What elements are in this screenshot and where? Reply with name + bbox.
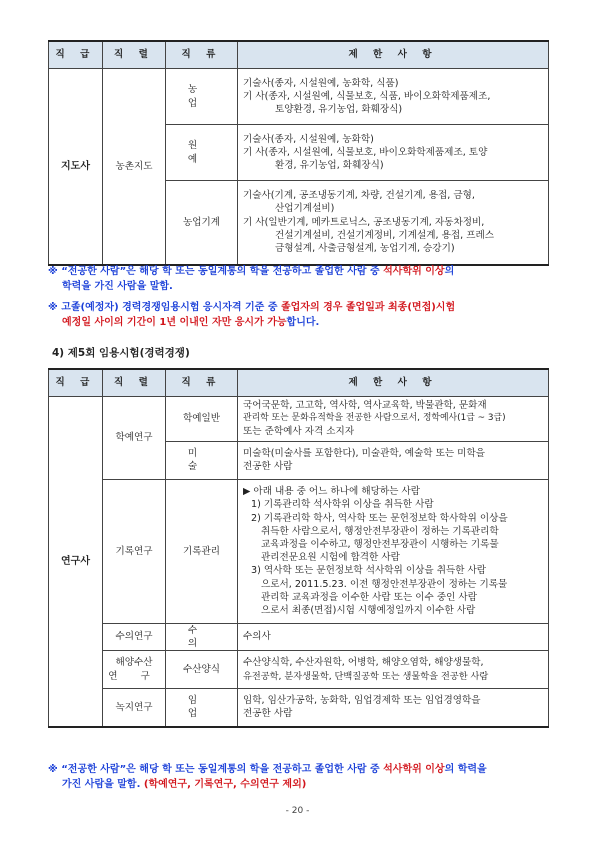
footnote-major-2 [48,762,553,792]
note-highlight: 석사학위 이상 [383,266,445,277]
note-highlight: 예정일 사이의 기간이 1년 이내인 자만 응시가 가능 [62,317,287,328]
restriction-line: 유전공학, 분자생물학, 단백질공학 또는 생물학을 전공한 사람 [243,670,489,682]
restriction-line: 으로서 최종(면접)시험 시행예정일까지 이수한 사람 [261,604,476,616]
header-series: 직 렬 [103,369,166,397]
restriction-line: 으로서, 2011.5.23. 이전 행정안전부장관이 정하는 기록물 [261,578,508,590]
table-row [49,623,549,650]
note-mark: ※ [48,302,58,313]
footnote-major-1 [48,264,553,294]
series-cell: 수의연구 [103,623,166,650]
note-text: 고졸(예정자) 경력경쟁임용시험 응시자격 기준 중 [61,302,281,313]
header-grade: 직 급 [49,41,103,69]
note-highlight: 졸업자의 경우 졸업일과 최종(면접)시험 [280,302,456,313]
series-cell: 기록연구 [103,479,166,623]
restriction-line: 토양환경, 유기농업, 화훼장식) [275,104,403,116]
type-cell: 학예일반 [166,397,238,442]
series-cell: 녹지연구 [103,689,166,727]
series-cell: 학예연구 [103,397,166,480]
restriction-cell [238,181,549,265]
table-header-row [49,369,549,397]
restriction-line: 임학, 임산가공학, 농화학, 임업경제학 또는 임업경영학을 [243,695,481,707]
restriction-line: 기술사(종자, 시설원예, 농화학) [243,133,374,145]
restriction-line: 수산양식학, 수산자원학, 어병학, 해양오염학, 해양생물학, [243,657,484,669]
restriction-line: 기술사(기계, 공조냉동기계, 차량, 건설기계, 용접, 금형, [243,190,475,202]
grade-cell: 연구사 [49,397,103,727]
footnote-eligibility [48,300,553,330]
restriction-cell [238,69,549,125]
restriction-cell [238,623,549,650]
restriction-table-2 [48,368,549,728]
header-series: 직 렬 [103,41,166,69]
restriction-line: 1) 기록관리학 석사학위 이상을 취득한 사람 [251,499,434,511]
type-cell: 원 예 [166,125,238,181]
page-number: - 20 - [285,806,310,816]
note-highlight: (학예연구, 기록연구, 수의연구 제외) [143,779,307,790]
restriction-line: 국어국문학, 고고학, 역사학, 역사교육학, 박물관학, 문화재 [243,400,487,411]
restriction-line: 미술학(미술사를 포함한다), 미술관학, 예술학 또는 미학을 [243,447,485,459]
restriction-line: 관리학 또는 문화유적학을 전공한 사람으로서, 정학예사(1급 ~ 3급) [243,413,506,424]
note-text: “전공한 사람”은 해당 학 또는 동일계통의 학을 전공하고 졸업한 사람 중 [61,764,384,775]
restriction-line: 건설기계설비, 건설기계정비, 기계설계, 용접, 프레스 [275,229,495,241]
table-row [49,69,549,125]
restriction-line: 수의사 [243,631,271,643]
restriction-line: 전공한 사람 [243,708,293,720]
note-text: 의 [444,266,455,277]
series-cell: 농촌지도 [103,69,166,265]
header-grade: 직 급 [49,369,103,397]
restriction-line: 산업기계설비) [275,203,335,215]
restriction-line: 금형설계, 사출금형설계, 농업기계, 승강기) [275,243,455,255]
restriction-line: 3) 역사학 또는 문헌정보학 석사학위 이상을 취득한 사람 [251,565,487,577]
restriction-line: ▶ 아래 내용 중 어느 하나에 해당하는 사람 [243,486,421,498]
restriction-line: 전공한 사람 [243,461,293,473]
type-cell: 수산양식 [166,651,238,689]
note-text: 가진 사람을 말함. [62,779,144,790]
restriction-line: 환경, 유기농업, 화훼장식) [275,160,384,172]
type-cell: 기록관리 [166,479,238,623]
restriction-cell [238,651,549,689]
table-header-row [49,41,549,69]
note-text: 합니다. [286,317,320,328]
type-cell: 농 업 [166,69,238,125]
restriction-line: 기 사(종자, 시설원예, 식물보호, 바이오화학제품제조, 토양 [243,146,488,158]
series-cell [103,651,166,689]
table-row [49,397,549,442]
restriction-line: 2) 기록관리학 학사, 역사학 또는 문헌정보학 학사학위 이상을 [251,512,508,524]
grade-cell: 지도사 [49,69,103,265]
restriction-line: 관리전문요원 시험에 합격한 사람 [261,552,400,564]
restriction-line: 교육과정을 이수하고, 행정안전부장관이 시행하는 기록물 [261,538,499,550]
type-cell: 수 의 [166,623,238,650]
restriction-line: 기 사(일반기계, 메카트로닉스, 공조냉동기계, 자동차정비, [243,216,485,228]
note-mark: ※ [48,764,58,775]
header-restriction: 제 한 사 항 [238,41,549,69]
header-type: 직 류 [166,41,238,69]
restriction-cell [238,397,549,442]
restriction-cell [238,441,549,479]
restriction-cell [238,689,549,727]
restriction-line: 기술사(종자, 시설원예, 농화학, 식품) [243,77,399,89]
restriction-cell [238,479,549,623]
table-row [49,689,549,727]
restriction-cell [238,125,549,181]
restriction-line: 또는 준학예사 자격 소지자 [243,426,355,438]
restriction-table-1 [48,40,549,266]
note-text: “전공한 사람”은 해당 학 또는 동일계통의 학을 전공하고 졸업한 사람 중 [61,266,384,277]
header-restriction: 제 한 사 항 [238,369,549,397]
section-heading: 4) 제5회 임용시험(경력경쟁) [52,347,190,359]
restriction-line: 취득한 사람으로서, 행정안전부장관이 정하는 기록관리학 [261,525,499,537]
type-cell: 임 업 [166,689,238,727]
note-mark: ※ [48,266,58,277]
type-cell: 미 술 [166,441,238,479]
table-row [49,651,549,689]
note-highlight: 석사학위 이상 [383,764,445,775]
restriction-line: 기 사(종자, 시설원예, 식물보호, 식품, 바이오화학제품제조, [243,90,491,102]
series-line: 해양수산 [115,657,153,669]
header-type: 직 류 [166,369,238,397]
table-row [49,479,549,623]
type-cell: 농업기계 [166,181,238,265]
restriction-line: 관리학 교육과정을 이수한 사람 또는 이수 중인 사람 [261,591,477,603]
note-text: 의 학력을 [444,764,487,775]
series-line: 연 구 [108,670,160,682]
note-text: 학력을 가진 사람을 말함. [62,281,173,292]
